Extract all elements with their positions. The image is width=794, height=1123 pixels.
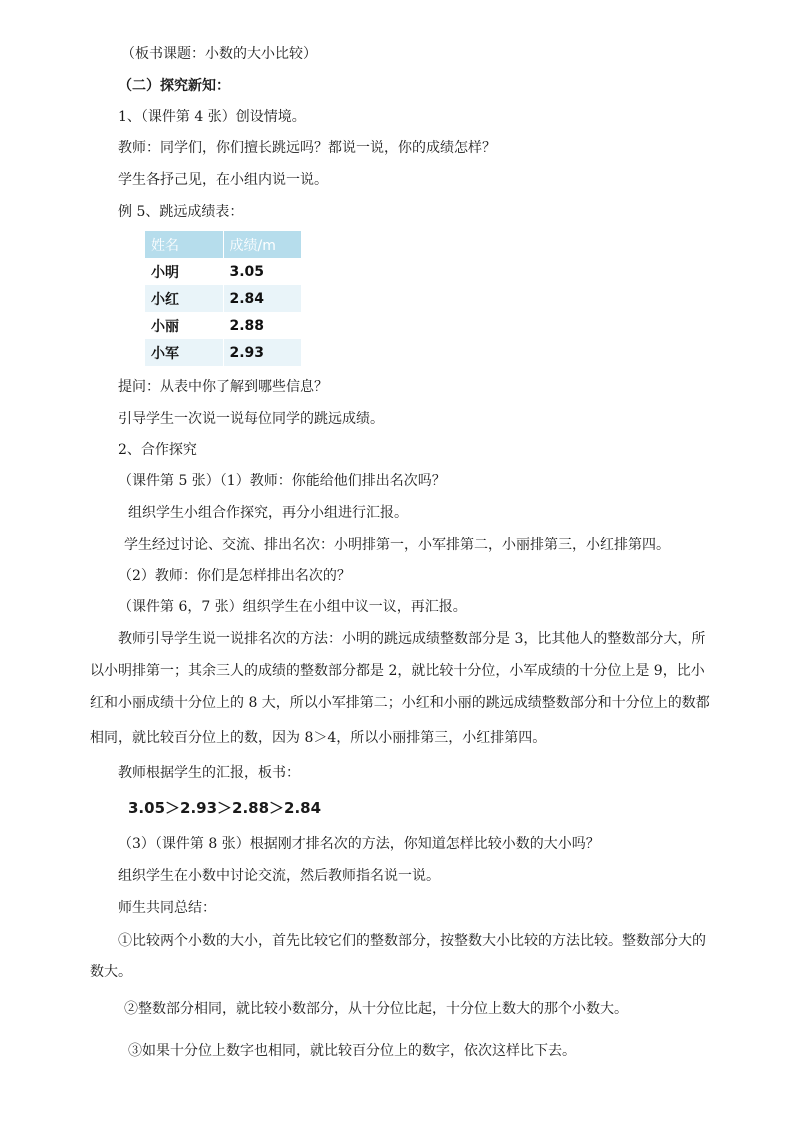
table-cell-name: 小红 [145, 285, 223, 312]
paragraph: 以小明排第一；其余三人的成绩的整数部分都是 2，就比较十分位，小军成绩的十分位上是 9，比小 [90, 663, 705, 679]
summary-point-continued: 数大。 [90, 964, 132, 980]
example-label: 例 5、跳远成绩表： [118, 204, 244, 220]
board-title-note: （板书课题：小数的大小比较） [121, 46, 317, 62]
paragraph: 学生经过讨论、交流、排出名次：小明排第一，小军排第二，小丽排第三，小红排第四。 [124, 537, 670, 553]
paragraph: （3）（课件第 8 张）根据刚才排名次的方法，你知道怎样比较小数的大小吗？ [118, 836, 600, 852]
table-cell-score: 2.84 [223, 285, 301, 312]
paragraph: 组织学生小组合作探究，再分小组进行汇报。 [128, 505, 408, 521]
table-cell-score: 3.05 [223, 258, 301, 285]
table-row [145, 312, 301, 339]
table-cell-score: 2.88 [223, 312, 301, 339]
step-2-heading: 2、合作探究 [118, 442, 197, 458]
long-jump-score-table [145, 231, 301, 366]
table-cell-name: 小明 [145, 258, 223, 285]
paragraph: 教师引导学生说一说排名次的方法：小明的跳远成绩整数部分是 3，比其他人的整数部分大，所 [118, 631, 706, 647]
paragraph: 相同，就比较百分位上的数，因为 8＞4，所以小丽排第三，小红排第四。 [90, 730, 547, 746]
paragraph: 教师根据学生的汇报，板书： [118, 765, 300, 781]
paragraph: 提问：从表中你了解到哪些信息？ [118, 379, 328, 395]
paragraph: 教师：同学们，你们擅长跳远吗？都说一说，你的成绩怎样？ [118, 140, 496, 156]
paragraph: 红和小丽成绩十分位上的 8 大，所以小军排第二；小红和小丽的跳远成绩整数部分和十分位上的数都 [90, 695, 710, 711]
summary-heading: 师生共同总结： [118, 900, 216, 916]
step-1-heading: 1、（课件第 4 张）创设情境。 [118, 109, 306, 125]
paragraph: （2）教师：你们是怎样排出名次的？ [118, 568, 351, 584]
table-row [145, 258, 301, 285]
table-cell-name: 小军 [145, 339, 223, 366]
section-heading: （二）探究新知： [118, 78, 230, 94]
table-row [145, 285, 301, 312]
summary-point: ③如果十分位上数字也相同，就比较百分位上的数字，依次这样比下去。 [128, 1043, 576, 1059]
summary-point: ①比较两个小数的大小，首先比较它们的整数部分，按整数大小比较的方法比较。整数部分大的 [118, 933, 706, 949]
table-header-cell: 姓名 [145, 231, 223, 258]
table-header-cell: 成绩/m [223, 231, 301, 258]
summary-point: ②整数部分相同，就比较小数部分，从十分位比起，十分位上数大的那个小数大。 [124, 1001, 628, 1017]
table-cell-score: 2.93 [223, 339, 301, 366]
paragraph: 引导学生一次说一说每位同学的跳远成绩。 [118, 411, 384, 427]
table-row [145, 339, 301, 366]
table-cell-name: 小丽 [145, 312, 223, 339]
paragraph: （课件第 5 张）（1）教师：你能给他们排出名次吗？ [118, 473, 446, 489]
paragraph: 组织学生在小数中讨论交流，然后教师指名说一说。 [118, 868, 440, 884]
comparison-equation: 3.05＞2.93＞2.88＞2.84 [128, 799, 322, 817]
table-header-row [145, 231, 301, 258]
paragraph: 学生各抒己见，在小组内说一说。 [118, 172, 328, 188]
paragraph: （课件第 6，7 张）组织学生在小组中议一议，再汇报。 [118, 599, 467, 615]
